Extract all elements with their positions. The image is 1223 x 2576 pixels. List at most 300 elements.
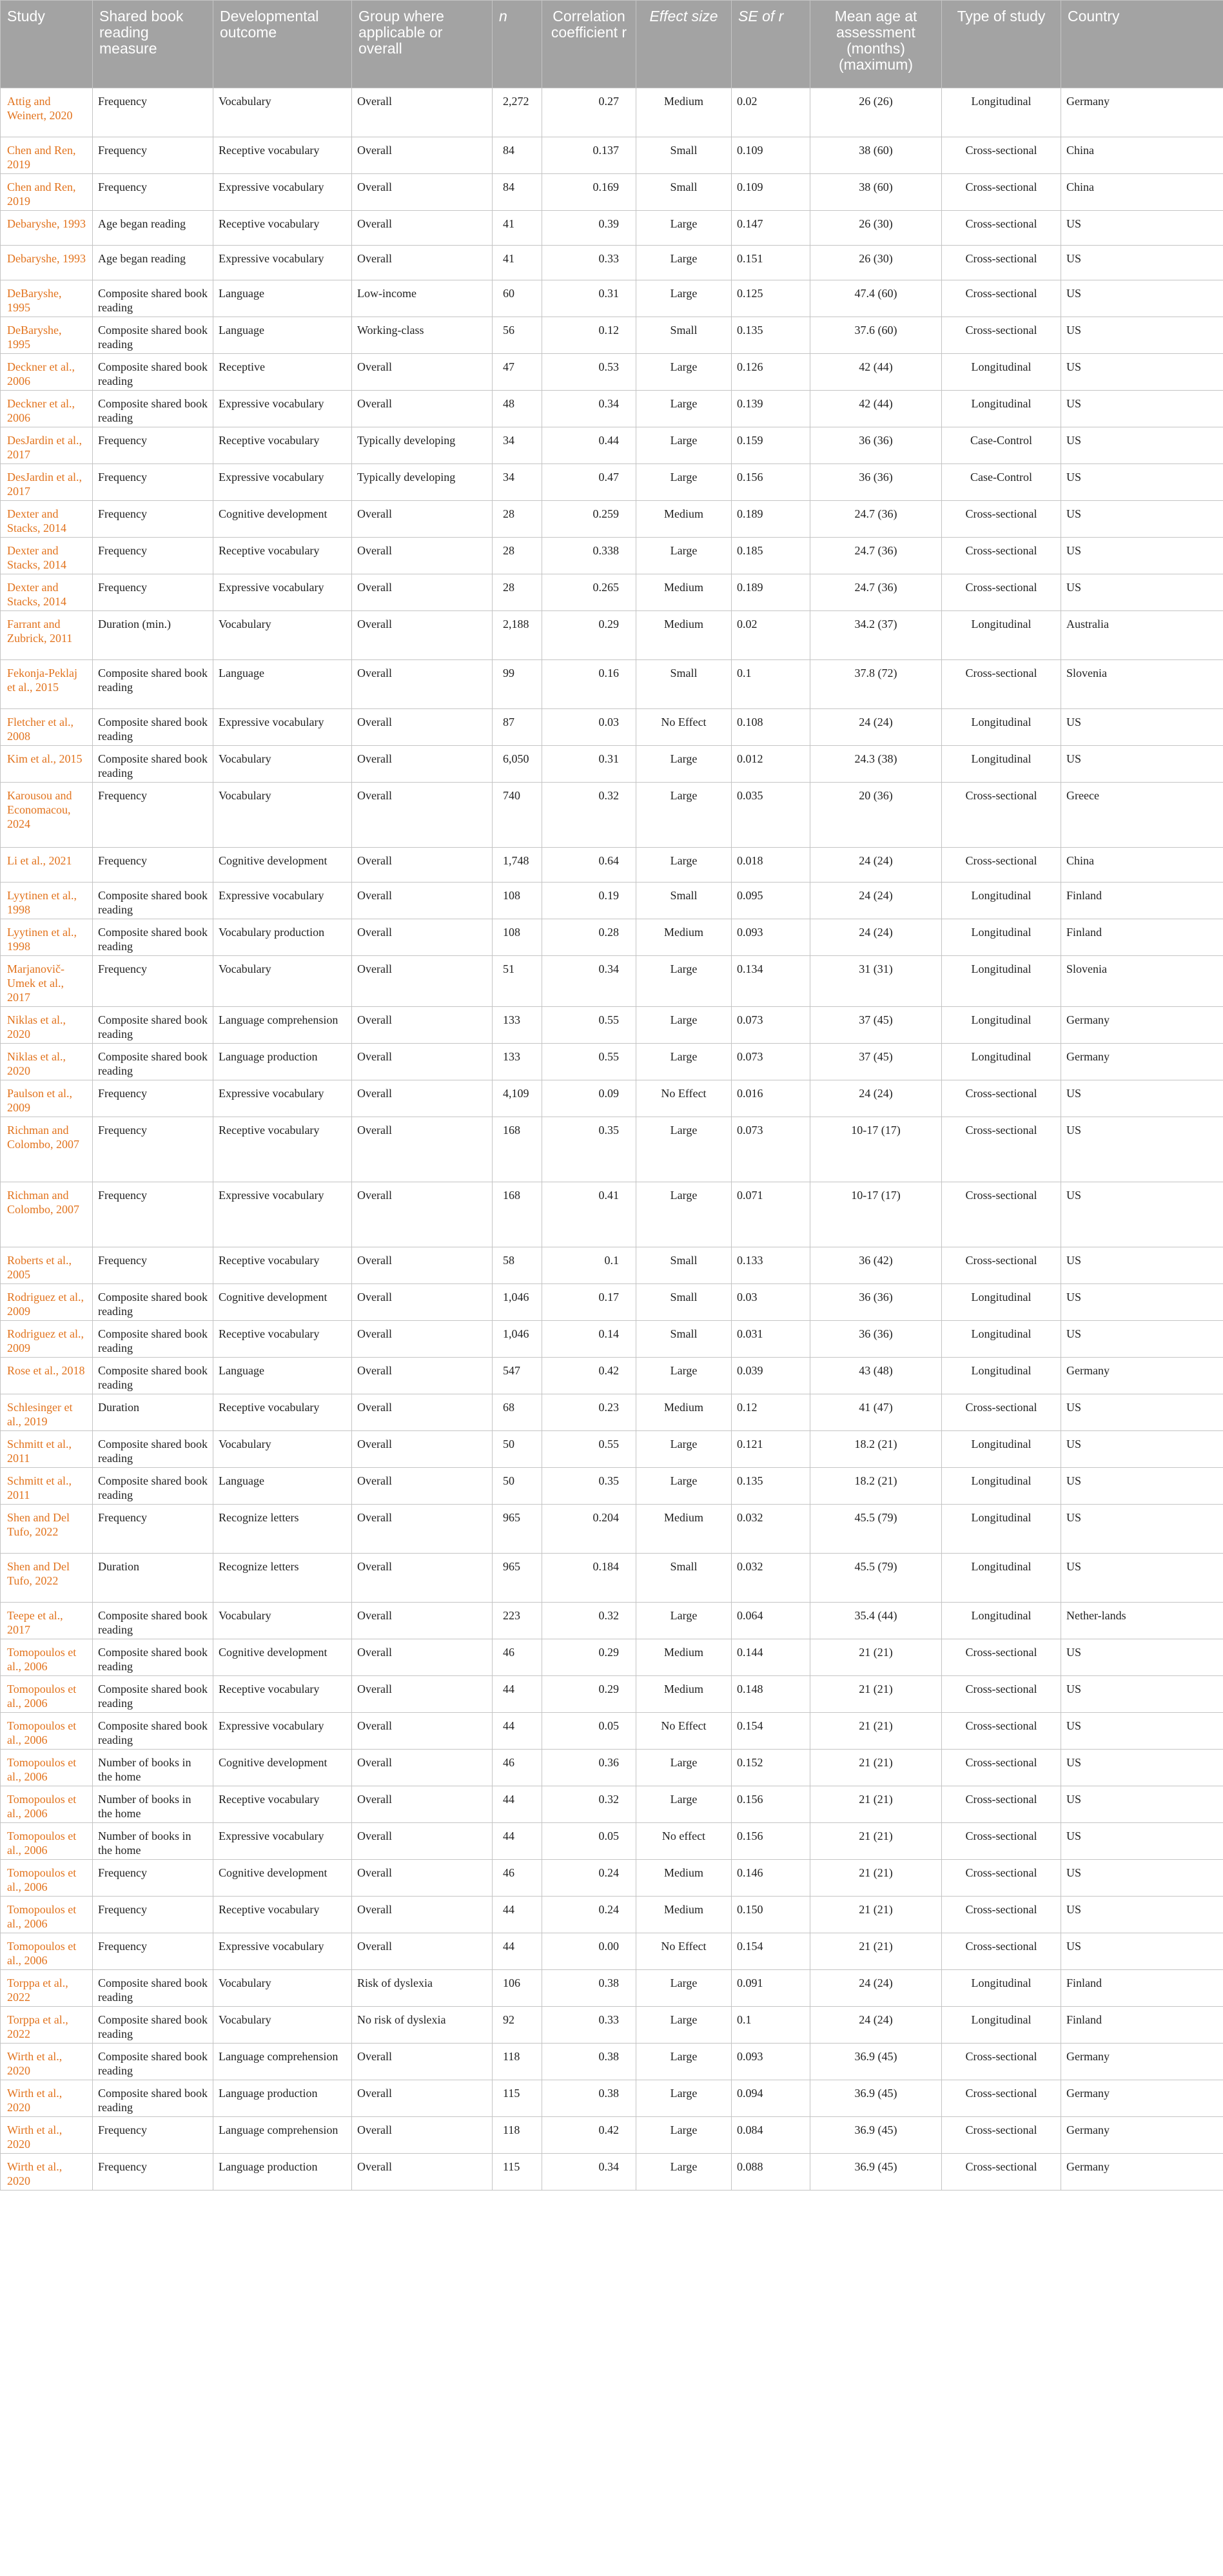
correlation-cell: 0.38 bbox=[542, 1970, 636, 2007]
study-link[interactable]: Li et al., 2021 bbox=[1, 848, 93, 883]
effect-size-cell: Large bbox=[636, 1007, 732, 1044]
group-cell: Overall bbox=[352, 2154, 493, 2191]
study-type-cell: Cross-sectional bbox=[942, 1080, 1061, 1117]
study-link[interactable]: Tomopoulos et al., 2006 bbox=[1, 1823, 93, 1860]
outcome-cell: Expressive vocabulary bbox=[213, 1080, 352, 1117]
study-link[interactable]: Wirth et al., 2020 bbox=[1, 2117, 93, 2154]
n-cell: 46 bbox=[493, 1750, 542, 1786]
se-cell: 0.159 bbox=[732, 427, 810, 464]
table-row bbox=[1, 1860, 1223, 1897]
reading-measure-cell: Composite shared book reading bbox=[93, 1007, 213, 1044]
se-cell: 0.094 bbox=[732, 2080, 810, 2117]
study-link[interactable]: DesJardin et al., 2017 bbox=[1, 427, 93, 464]
table-row bbox=[1, 1394, 1223, 1431]
mean-age-cell: 10-17 (17) bbox=[810, 1117, 942, 1182]
study-type-cell: Longitudinal bbox=[942, 1007, 1061, 1044]
country-cell: Germany bbox=[1061, 1358, 1223, 1394]
table-row bbox=[1, 1970, 1223, 2007]
outcome-cell: Vocabulary bbox=[213, 1970, 352, 2007]
se-cell: 0.135 bbox=[732, 317, 810, 354]
reading-measure-cell: Composite shared book reading bbox=[93, 746, 213, 783]
correlation-cell: 0.32 bbox=[542, 783, 636, 848]
study-link[interactable]: Schmitt et al., 2011 bbox=[1, 1431, 93, 1468]
study-type-cell: Longitudinal bbox=[942, 1505, 1061, 1554]
country-cell: US bbox=[1061, 1933, 1223, 1970]
study-type-cell: Cross-sectional bbox=[942, 1182, 1061, 1247]
reading-measure-cell: Duration (min.) bbox=[93, 611, 213, 660]
study-link[interactable]: Roberts et al., 2005 bbox=[1, 1247, 93, 1284]
group-cell: Low-income bbox=[352, 280, 493, 317]
n-cell: 28 bbox=[493, 574, 542, 611]
correlation-cell: 0.64 bbox=[542, 848, 636, 883]
effect-size-cell: No Effect bbox=[636, 709, 732, 746]
correlation-cell: 0.14 bbox=[542, 1321, 636, 1358]
study-link[interactable]: Tomopoulos et al., 2006 bbox=[1, 1933, 93, 1970]
header-se: SE of r bbox=[732, 1, 810, 88]
reading-measure-cell: Composite shared book reading bbox=[93, 1284, 213, 1321]
outcome-cell: Vocabulary bbox=[213, 88, 352, 137]
study-link[interactable]: Debaryshe, 1993 bbox=[1, 246, 93, 280]
correlation-cell: 0.36 bbox=[542, 1750, 636, 1786]
country-cell: US bbox=[1061, 280, 1223, 317]
study-link[interactable]: Wirth et al., 2020 bbox=[1, 2154, 93, 2191]
outcome-cell: Expressive vocabulary bbox=[213, 246, 352, 280]
group-cell: Overall bbox=[352, 1897, 493, 1933]
mean-age-cell: 36 (36) bbox=[810, 427, 942, 464]
n-cell: 2,188 bbox=[493, 611, 542, 660]
effect-size-cell: Large bbox=[636, 464, 732, 501]
table-row bbox=[1, 211, 1223, 246]
study-link[interactable]: Deckner et al., 2006 bbox=[1, 391, 93, 427]
study-type-cell: Longitudinal bbox=[942, 883, 1061, 919]
study-link[interactable]: Niklas et al., 2020 bbox=[1, 1044, 93, 1080]
outcome-cell: Receptive vocabulary bbox=[213, 1247, 352, 1284]
outcome-cell: Recognize letters bbox=[213, 1505, 352, 1554]
study-link[interactable]: Schlesinger et al., 2019 bbox=[1, 1394, 93, 1431]
study-link[interactable]: Shen and Del Tufo, 2022 bbox=[1, 1554, 93, 1603]
correlation-cell: 0.34 bbox=[542, 956, 636, 1007]
study-type-cell: Cross-sectional bbox=[942, 501, 1061, 538]
study-link[interactable]: Richman and Colombo, 2007 bbox=[1, 1182, 93, 1247]
study-type-cell: Cross-sectional bbox=[942, 1247, 1061, 1284]
effect-size-cell: Large bbox=[636, 1603, 732, 1639]
group-cell: Overall bbox=[352, 574, 493, 611]
study-link[interactable]: DesJardin et al., 2017 bbox=[1, 464, 93, 501]
outcome-cell: Receptive vocabulary bbox=[213, 538, 352, 574]
se-cell: 0.039 bbox=[732, 1358, 810, 1394]
n-cell: 84 bbox=[493, 137, 542, 174]
n-cell: 118 bbox=[493, 2117, 542, 2154]
correlation-cell: 0.24 bbox=[542, 1860, 636, 1897]
effect-size-cell: Large bbox=[636, 956, 732, 1007]
reading-measure-cell: Frequency bbox=[93, 574, 213, 611]
study-link[interactable]: Tomopoulos et al., 2006 bbox=[1, 1897, 93, 1933]
study-link[interactable]: Chen and Ren, 2019 bbox=[1, 137, 93, 174]
table-row bbox=[1, 1468, 1223, 1505]
study-link[interactable]: Farrant and Zubrick, 2011 bbox=[1, 611, 93, 660]
group-cell: Overall bbox=[352, 1505, 493, 1554]
study-link[interactable]: DeBaryshe, 1995 bbox=[1, 317, 93, 354]
study-link[interactable]: Tomopoulos et al., 2006 bbox=[1, 1860, 93, 1897]
effect-size-cell: Large bbox=[636, 1786, 732, 1823]
study-link[interactable]: Wirth et al., 2020 bbox=[1, 2080, 93, 2117]
group-cell: Overall bbox=[352, 2080, 493, 2117]
mean-age-cell: 36 (36) bbox=[810, 1284, 942, 1321]
se-cell: 0.108 bbox=[732, 709, 810, 746]
correlation-cell: 0.55 bbox=[542, 1431, 636, 1468]
country-cell: Finland bbox=[1061, 919, 1223, 956]
study-type-cell: Cross-sectional bbox=[942, 137, 1061, 174]
n-cell: 87 bbox=[493, 709, 542, 746]
study-link[interactable]: Deckner et al., 2006 bbox=[1, 354, 93, 391]
study-type-cell: Cross-sectional bbox=[942, 660, 1061, 709]
n-cell: 68 bbox=[493, 1394, 542, 1431]
outcome-cell: Cognitive development bbox=[213, 1750, 352, 1786]
table-row bbox=[1, 1117, 1223, 1182]
study-link[interactable]: Lyytinen et al., 1998 bbox=[1, 883, 93, 919]
correlation-cell: 0.03 bbox=[542, 709, 636, 746]
reading-measure-cell: Frequency bbox=[93, 1182, 213, 1247]
study-link[interactable]: Dexter and Stacks, 2014 bbox=[1, 574, 93, 611]
group-cell: Overall bbox=[352, 354, 493, 391]
group-cell: Overall bbox=[352, 246, 493, 280]
study-type-cell: Longitudinal bbox=[942, 611, 1061, 660]
correlation-cell: 0.31 bbox=[542, 746, 636, 783]
study-type-cell: Cross-sectional bbox=[942, 574, 1061, 611]
correlation-cell: 0.53 bbox=[542, 354, 636, 391]
n-cell: 44 bbox=[493, 1676, 542, 1713]
study-link[interactable]: DeBaryshe, 1995 bbox=[1, 280, 93, 317]
country-cell: US bbox=[1061, 427, 1223, 464]
mean-age-cell: 18.2 (21) bbox=[810, 1431, 942, 1468]
correlation-cell: 0.34 bbox=[542, 391, 636, 427]
mean-age-cell: 21 (21) bbox=[810, 1860, 942, 1897]
correlation-cell: 0.27 bbox=[542, 88, 636, 137]
effect-size-cell: Large bbox=[636, 1358, 732, 1394]
country-cell: US bbox=[1061, 746, 1223, 783]
study-type-cell: Longitudinal bbox=[942, 354, 1061, 391]
effect-size-cell: Medium bbox=[636, 88, 732, 137]
outcome-cell: Language bbox=[213, 317, 352, 354]
table-row bbox=[1, 1007, 1223, 1044]
reading-measure-cell: Composite shared book reading bbox=[93, 2044, 213, 2080]
country-cell: Germany bbox=[1061, 1007, 1223, 1044]
study-type-cell: Longitudinal bbox=[942, 391, 1061, 427]
se-cell: 0.148 bbox=[732, 1676, 810, 1713]
study-type-cell: Cross-sectional bbox=[942, 1786, 1061, 1823]
reading-measure-cell: Number of books in the home bbox=[93, 1786, 213, 1823]
group-cell: Overall bbox=[352, 2044, 493, 2080]
n-cell: 6,050 bbox=[493, 746, 542, 783]
table-row bbox=[1, 317, 1223, 354]
correlation-cell: 0.55 bbox=[542, 1007, 636, 1044]
reading-measure-cell: Composite shared book reading bbox=[93, 1713, 213, 1750]
country-cell: US bbox=[1061, 709, 1223, 746]
study-type-cell: Cross-sectional bbox=[942, 538, 1061, 574]
study-link[interactable]: Lyytinen et al., 1998 bbox=[1, 919, 93, 956]
study-link[interactable]: Tomopoulos et al., 2006 bbox=[1, 1713, 93, 1750]
study-link[interactable]: Tomopoulos et al., 2006 bbox=[1, 1676, 93, 1713]
header-group: Group where applicable or overall bbox=[352, 1, 493, 88]
study-link[interactable]: Wirth et al., 2020 bbox=[1, 2044, 93, 2080]
effect-size-cell: Medium bbox=[636, 1897, 732, 1933]
mean-age-cell: 26 (30) bbox=[810, 211, 942, 246]
mean-age-cell: 24.7 (36) bbox=[810, 538, 942, 574]
outcome-cell: Cognitive development bbox=[213, 501, 352, 538]
table-row bbox=[1, 246, 1223, 280]
study-type-cell: Cross-sectional bbox=[942, 783, 1061, 848]
se-cell: 0.156 bbox=[732, 464, 810, 501]
se-cell: 0.073 bbox=[732, 1117, 810, 1182]
table-row bbox=[1, 1554, 1223, 1603]
n-cell: 84 bbox=[493, 174, 542, 211]
study-type-cell: Cross-sectional bbox=[942, 1639, 1061, 1676]
correlation-cell: 0.19 bbox=[542, 883, 636, 919]
se-cell: 0.150 bbox=[732, 1897, 810, 1933]
study-type-cell: Cross-sectional bbox=[942, 1860, 1061, 1897]
effect-size-cell: Large bbox=[636, 354, 732, 391]
outcome-cell: Expressive vocabulary bbox=[213, 574, 352, 611]
outcome-cell: Language bbox=[213, 660, 352, 709]
reading-measure-cell: Frequency bbox=[93, 88, 213, 137]
effect-size-cell: Small bbox=[636, 1554, 732, 1603]
n-cell: 168 bbox=[493, 1117, 542, 1182]
mean-age-cell: 38 (60) bbox=[810, 174, 942, 211]
outcome-cell: Receptive vocabulary bbox=[213, 211, 352, 246]
n-cell: 2,272 bbox=[493, 88, 542, 137]
se-cell: 0.135 bbox=[732, 1468, 810, 1505]
correlation-cell: 0.42 bbox=[542, 1358, 636, 1394]
se-cell: 0.084 bbox=[732, 2117, 810, 2154]
study-link[interactable]: Niklas et al., 2020 bbox=[1, 1007, 93, 1044]
study-link[interactable]: Rose et al., 2018 bbox=[1, 1358, 93, 1394]
table-row bbox=[1, 1713, 1223, 1750]
country-cell: US bbox=[1061, 1676, 1223, 1713]
outcome-cell: Language comprehension bbox=[213, 2117, 352, 2154]
n-cell: 168 bbox=[493, 1182, 542, 1247]
study-type-cell: Cross-sectional bbox=[942, 1897, 1061, 1933]
study-type-cell: Case-Control bbox=[942, 427, 1061, 464]
country-cell: Germany bbox=[1061, 2080, 1223, 2117]
table-row bbox=[1, 2117, 1223, 2154]
se-cell: 0.154 bbox=[732, 1933, 810, 1970]
n-cell: 44 bbox=[493, 1786, 542, 1823]
header-n: n bbox=[493, 1, 542, 88]
table-row bbox=[1, 391, 1223, 427]
se-cell: 0.02 bbox=[732, 88, 810, 137]
correlation-cell: 0.55 bbox=[542, 1044, 636, 1080]
table-row bbox=[1, 1750, 1223, 1786]
effect-size-cell: Large bbox=[636, 1044, 732, 1080]
mean-age-cell: 21 (21) bbox=[810, 1786, 942, 1823]
header-effect-size: Effect size bbox=[636, 1, 732, 88]
group-cell: Overall bbox=[352, 1823, 493, 1860]
study-link[interactable]: Dexter and Stacks, 2014 bbox=[1, 538, 93, 574]
mean-age-cell: 42 (44) bbox=[810, 354, 942, 391]
group-cell: Overall bbox=[352, 1007, 493, 1044]
study-link[interactable]: Schmitt et al., 2011 bbox=[1, 1468, 93, 1505]
study-link[interactable]: Paulson et al., 2009 bbox=[1, 1080, 93, 1117]
table-row bbox=[1, 1897, 1223, 1933]
study-type-cell: Cross-sectional bbox=[942, 1823, 1061, 1860]
reading-measure-cell: Duration bbox=[93, 1394, 213, 1431]
outcome-cell: Receptive vocabulary bbox=[213, 1786, 352, 1823]
group-cell: Typically developing bbox=[352, 427, 493, 464]
table-row bbox=[1, 354, 1223, 391]
group-cell: Overall bbox=[352, 1860, 493, 1897]
se-cell: 0.156 bbox=[732, 1823, 810, 1860]
table-row bbox=[1, 1182, 1223, 1247]
correlation-cell: 0.29 bbox=[542, 611, 636, 660]
study-link[interactable]: Tomopoulos et al., 2006 bbox=[1, 1750, 93, 1786]
outcome-cell: Receptive vocabulary bbox=[213, 137, 352, 174]
study-link[interactable]: Tomopoulos et al., 2006 bbox=[1, 1786, 93, 1823]
study-link[interactable]: Karousou and Economacou, 2024 bbox=[1, 783, 93, 848]
study-type-cell: Cross-sectional bbox=[942, 2080, 1061, 2117]
group-cell: Overall bbox=[352, 391, 493, 427]
effect-size-cell: Large bbox=[636, 1117, 732, 1182]
n-cell: 115 bbox=[493, 2080, 542, 2117]
study-link[interactable]: Dexter and Stacks, 2014 bbox=[1, 501, 93, 538]
n-cell: 106 bbox=[493, 1970, 542, 2007]
effect-size-cell: Medium bbox=[636, 574, 732, 611]
country-cell: China bbox=[1061, 174, 1223, 211]
country-cell: US bbox=[1061, 1823, 1223, 1860]
study-link[interactable]: Shen and Del Tufo, 2022 bbox=[1, 1505, 93, 1554]
study-link[interactable]: Torppa et al., 2022 bbox=[1, 2007, 93, 2044]
correlation-cell: 0.38 bbox=[542, 2044, 636, 2080]
study-type-cell: Cross-sectional bbox=[942, 174, 1061, 211]
table-row bbox=[1, 501, 1223, 538]
study-link[interactable]: Torppa et al., 2022 bbox=[1, 1970, 93, 2007]
study-link[interactable]: Teepe et al., 2017 bbox=[1, 1603, 93, 1639]
effect-size-cell: Medium bbox=[636, 501, 732, 538]
effect-size-cell: Small bbox=[636, 1321, 732, 1358]
outcome-cell: Vocabulary bbox=[213, 956, 352, 1007]
effect-size-cell: Large bbox=[636, 1970, 732, 2007]
country-cell: US bbox=[1061, 574, 1223, 611]
mean-age-cell: 34.2 (37) bbox=[810, 611, 942, 660]
correlation-cell: 0.39 bbox=[542, 211, 636, 246]
effect-size-cell: Small bbox=[636, 883, 732, 919]
se-cell: 0.109 bbox=[732, 137, 810, 174]
study-link[interactable]: Rodriguez et al., 2009 bbox=[1, 1321, 93, 1358]
group-cell: Overall bbox=[352, 660, 493, 709]
reading-measure-cell: Composite shared book reading bbox=[93, 1603, 213, 1639]
effect-size-cell: Large bbox=[636, 2007, 732, 2044]
outcome-cell: Expressive vocabulary bbox=[213, 1933, 352, 1970]
study-link[interactable]: Tomopoulos et al., 2006 bbox=[1, 1639, 93, 1676]
se-cell: 0.151 bbox=[732, 246, 810, 280]
study-link[interactable]: Attig and Weinert, 2020 bbox=[1, 88, 93, 137]
effect-size-cell: Large bbox=[636, 1750, 732, 1786]
outcome-cell: Vocabulary bbox=[213, 746, 352, 783]
outcome-cell: Receptive vocabulary bbox=[213, 1897, 352, 1933]
se-cell: 0.154 bbox=[732, 1713, 810, 1750]
reading-measure-cell: Frequency bbox=[93, 137, 213, 174]
group-cell: Working-class bbox=[352, 317, 493, 354]
n-cell: 34 bbox=[493, 464, 542, 501]
correlation-cell: 0.33 bbox=[542, 246, 636, 280]
study-link[interactable]: Fekonja-Peklaj et al., 2015 bbox=[1, 660, 93, 709]
study-link[interactable]: Richman and Colombo, 2007 bbox=[1, 1117, 93, 1182]
table-row bbox=[1, 2080, 1223, 2117]
header-study: Study bbox=[1, 1, 93, 88]
header-correlation: Correlation coefficient r bbox=[542, 1, 636, 88]
mean-age-cell: 26 (26) bbox=[810, 88, 942, 137]
group-cell: Overall bbox=[352, 538, 493, 574]
effect-size-cell: Medium bbox=[636, 1639, 732, 1676]
group-cell: Overall bbox=[352, 1676, 493, 1713]
effect-size-cell: Large bbox=[636, 391, 732, 427]
reading-measure-cell: Frequency bbox=[93, 538, 213, 574]
group-cell: Overall bbox=[352, 783, 493, 848]
group-cell: Overall bbox=[352, 883, 493, 919]
study-link[interactable]: Marjanovič-Umek et al., 2017 bbox=[1, 956, 93, 1007]
study-link[interactable]: Rodriguez et al., 2009 bbox=[1, 1284, 93, 1321]
study-link[interactable]: Fletcher et al., 2008 bbox=[1, 709, 93, 746]
header-reading-measure: Shared book reading measure bbox=[93, 1, 213, 88]
country-cell: Finland bbox=[1061, 883, 1223, 919]
reading-measure-cell: Frequency bbox=[93, 2154, 213, 2191]
study-link[interactable]: Kim et al., 2015 bbox=[1, 746, 93, 783]
reading-measure-cell: Composite shared book reading bbox=[93, 2080, 213, 2117]
effect-size-cell: No Effect bbox=[636, 1080, 732, 1117]
n-cell: 965 bbox=[493, 1505, 542, 1554]
group-cell: Overall bbox=[352, 1468, 493, 1505]
table-row bbox=[1, 574, 1223, 611]
country-cell: Germany bbox=[1061, 2117, 1223, 2154]
country-cell: Australia bbox=[1061, 611, 1223, 660]
study-type-cell: Case-Control bbox=[942, 464, 1061, 501]
n-cell: 56 bbox=[493, 317, 542, 354]
table-row bbox=[1, 280, 1223, 317]
table-row bbox=[1, 1505, 1223, 1554]
table-row bbox=[1, 1247, 1223, 1284]
outcome-cell: Cognitive development bbox=[213, 848, 352, 883]
mean-age-cell: 21 (21) bbox=[810, 1676, 942, 1713]
n-cell: 44 bbox=[493, 1933, 542, 1970]
outcome-cell: Vocabulary bbox=[213, 1603, 352, 1639]
n-cell: 46 bbox=[493, 1639, 542, 1676]
table-row bbox=[1, 1823, 1223, 1860]
outcome-cell: Expressive vocabulary bbox=[213, 174, 352, 211]
study-link[interactable]: Chen and Ren, 2019 bbox=[1, 174, 93, 211]
effect-size-cell: Small bbox=[636, 137, 732, 174]
study-link[interactable]: Debaryshe, 1993 bbox=[1, 211, 93, 246]
correlation-cell: 0.169 bbox=[542, 174, 636, 211]
study-type-cell: Longitudinal bbox=[942, 1970, 1061, 2007]
mean-age-cell: 45.5 (79) bbox=[810, 1505, 942, 1554]
outcome-cell: Expressive vocabulary bbox=[213, 1182, 352, 1247]
reading-measure-cell: Frequency bbox=[93, 848, 213, 883]
table-row bbox=[1, 88, 1223, 137]
country-cell: US bbox=[1061, 1431, 1223, 1468]
se-cell: 0.121 bbox=[732, 1431, 810, 1468]
outcome-cell: Expressive vocabulary bbox=[213, 391, 352, 427]
country-cell: US bbox=[1061, 538, 1223, 574]
mean-age-cell: 35.4 (44) bbox=[810, 1603, 942, 1639]
outcome-cell: Language production bbox=[213, 2154, 352, 2191]
country-cell: US bbox=[1061, 1321, 1223, 1358]
mean-age-cell: 42 (44) bbox=[810, 391, 942, 427]
group-cell: Overall bbox=[352, 1750, 493, 1786]
correlation-cell: 0.09 bbox=[542, 1080, 636, 1117]
table-row bbox=[1, 709, 1223, 746]
reading-measure-cell: Composite shared book reading bbox=[93, 354, 213, 391]
country-cell: Germany bbox=[1061, 1044, 1223, 1080]
reading-measure-cell: Composite shared book reading bbox=[93, 1358, 213, 1394]
